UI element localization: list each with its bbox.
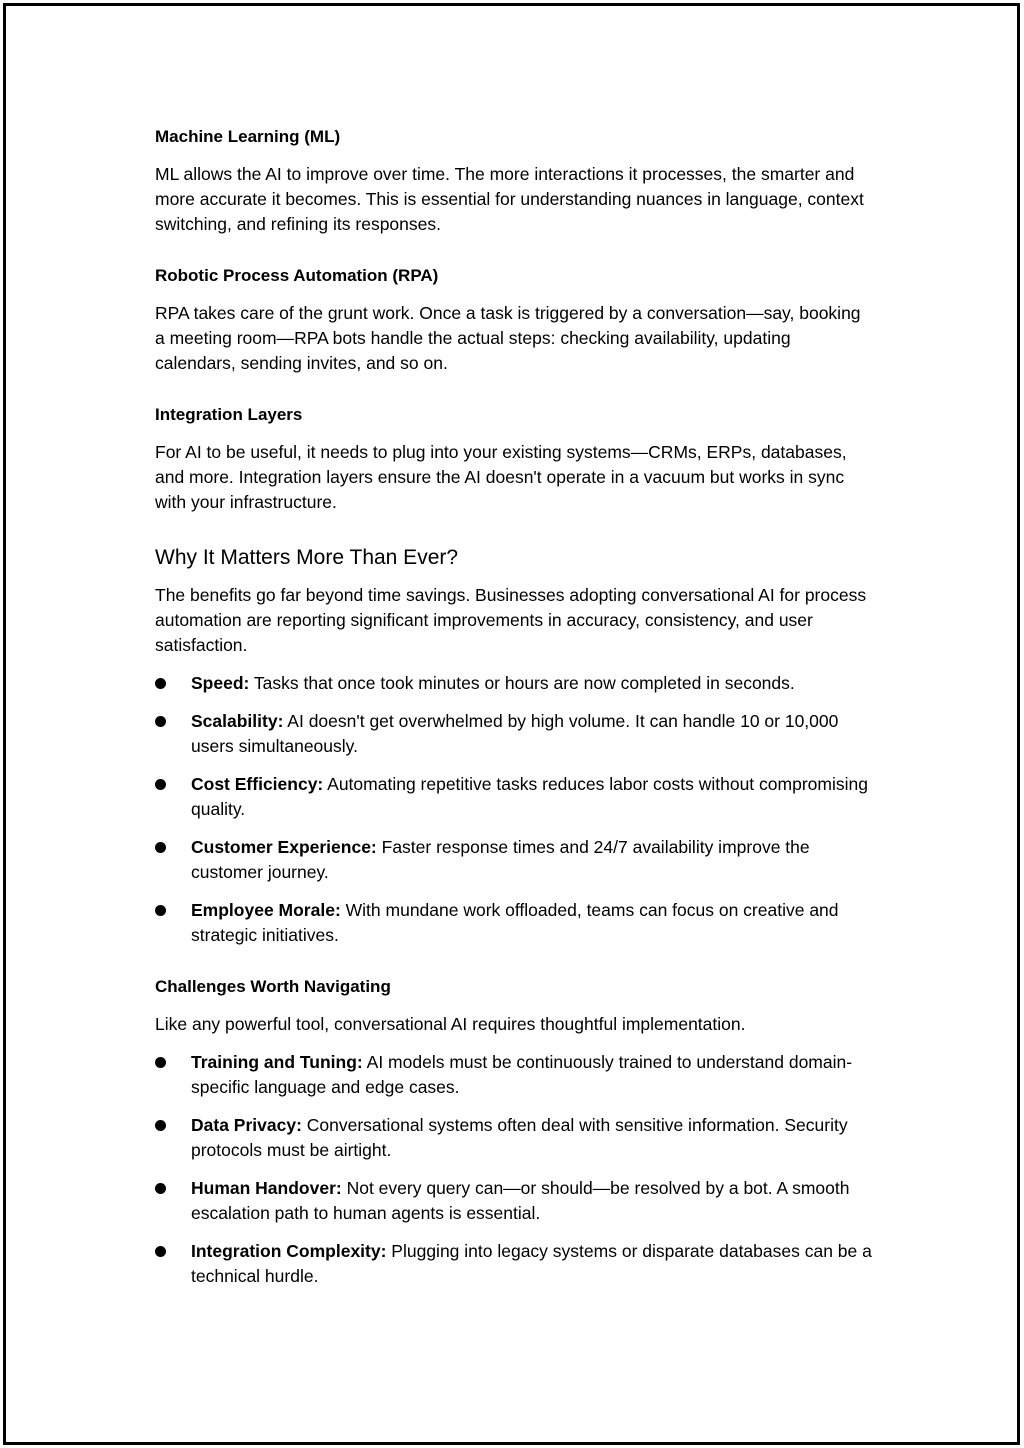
paragraph-integration-layers: For AI to be useful, it needs to plug into your existing systems—CRMs, ERPs, databases, and more. Integration layers ensure the AI doesn't operate in a vacuum but works in sync with your infrastructure. [155,442,847,512]
bullet-icon [155,1120,166,1131]
bullet-text: Faster response times and 24/7 availability improve the customer journey. [191,837,810,882]
bullet-text: AI doesn't get overwhelmed by high volume. It can handle 10 or 10,000 users simultaneously. [191,711,839,756]
bullet-text: Tasks that once took minutes or hours are now completed in seconds. [249,673,795,693]
bullet-text: Conversational systems often deal with sensitive information. Security protocols must be airtight. [191,1115,848,1160]
list-item [155,898,875,948]
bullet-icon [155,905,166,916]
paragraph-challenges: Like any powerful tool, conversational AI requires thoughtful implementation. [155,1014,746,1034]
list-item [155,1113,875,1163]
bullet-term: Employee Morale: [191,900,341,920]
heading-challenges: Challenges Worth Navigating [155,977,391,996]
bullet-text: Not every query can—or should—be resolved by a bot. A smooth escalation path to human agents is essential. [191,1178,850,1223]
bullet-text: Automating repetitive tasks reduces labor costs without compromising quality. [191,774,868,819]
heading-rpa: Robotic Process Automation (RPA) [155,266,439,285]
bullet-term: Customer Experience: [191,837,377,857]
list-item [155,772,875,822]
list-item [155,1239,875,1289]
bullet-term: Integration Complexity: [191,1241,387,1261]
paragraph-rpa: RPA takes care of the grunt work. Once a task is triggered by a conversation—say, booking a meeting room—RPA bots handle the actual steps: checking availability, updating calendars, sending invites, and so on. [155,303,861,373]
bullet-icon [155,842,166,853]
bullet-text: With mundane work offloaded, teams can focus on creative and strategic initiatives. [191,900,839,945]
bullet-icon [155,1183,166,1194]
bullet-icon [155,1057,166,1068]
benefits-list [155,671,875,948]
bullet-icon [155,1246,166,1257]
list-item [155,835,875,885]
heading-why-it-matters: Why It Matters More Than Ever? [155,546,459,569]
bullet-term: Scalability: [191,711,284,731]
bullet-icon [155,678,166,689]
bullet-term: Training and Tuning: [191,1052,363,1072]
list-item [155,709,875,759]
bullet-icon [155,716,166,727]
paragraph-why-it-matters: The benefits go far beyond time savings. Businesses adopting conversational AI for process automation are reporting significant improvements in accuracy, consistency, and user satisfaction. [155,585,867,655]
bullet-icon [155,779,166,790]
bullet-term: Cost Efficiency: [191,774,324,794]
heading-integration-layers: Integration Layers [155,405,303,424]
paragraph-machine-learning: ML allows the AI to improve over time. The more interactions it processes, the smarter and more accurate it becomes. This is essential for understanding nuances in language, context switching, and refining its responses. [155,164,864,234]
bullet-term: Speed: [191,673,250,693]
heading-machine-learning: Machine Learning (ML) [155,127,341,146]
list-item [155,671,875,696]
challenges-list [155,1050,875,1289]
bullet-text: AI models must be continuously trained to understand domain-specific language and edge cases. [191,1052,853,1097]
list-item [155,1176,875,1226]
bullet-text: Plugging into legacy systems or disparate databases can be a technical hurdle. [191,1241,872,1286]
document-body [155,124,875,1289]
bullet-term: Data Privacy: [191,1115,302,1135]
list-item [155,1050,875,1100]
bullet-term: Human Handover: [191,1178,342,1198]
